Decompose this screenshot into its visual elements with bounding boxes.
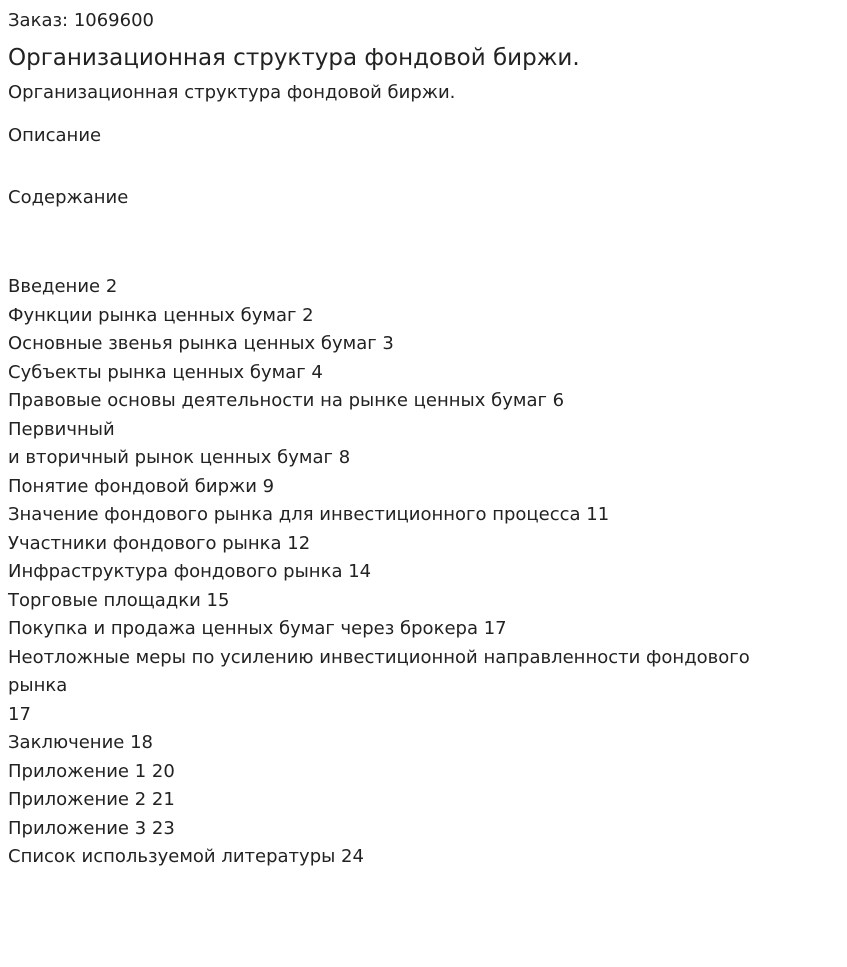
toc-item: Приложение 1 20 (8, 760, 175, 782)
toc-item: Понятие фондовой биржи 9 (8, 475, 275, 497)
page-title: Организационная структура фондовой биржи. (8, 45, 580, 71)
toc-item: Приложение 3 23 (8, 817, 175, 839)
toc-item: 17 (8, 703, 31, 725)
description-heading: Описание (8, 125, 102, 146)
toc-item: Функции рынка ценных бумаг 2 (8, 304, 314, 326)
toc-item: Торговые площадки 15 (8, 589, 230, 611)
table-of-contents (8, 273, 808, 872)
page-subtitle: Организационная структура фондовой биржи. (8, 82, 456, 103)
toc-item: Основные звенья рынка ценных бумаг 3 (8, 333, 394, 354)
toc-item: Список используемой литературы 24 (8, 846, 364, 867)
toc-item: Значение фондового рынка для инвестиционного процесса 11 (8, 504, 610, 525)
order-number: Заказ: 1069600 (8, 10, 154, 31)
toc-item: Субъекты рынка ценных бумаг 4 (8, 361, 323, 383)
toc-item: Инфраструктура фондового рынка 14 (8, 561, 372, 582)
toc-item: Покупка и продажа ценных бумаг через брокера 17 (8, 618, 507, 639)
toc-item: Первичный (8, 418, 115, 440)
toc-item: Неотложные меры по усилению инвестиционной направленности фондового рынка (8, 646, 750, 696)
toc-item: Приложение 2 21 (8, 789, 175, 810)
toc-item: Правовые основы деятельности на рынке ценных бумаг 6 (8, 390, 565, 411)
toc-item: Заключение 18 (8, 732, 153, 753)
contents-heading: Содержание (8, 187, 129, 208)
toc-item: Участники фондового рынка 12 (8, 532, 311, 554)
toc-item: и вторичный рынок ценных бумаг 8 (8, 447, 351, 468)
toc-item: Введение 2 (8, 276, 118, 297)
